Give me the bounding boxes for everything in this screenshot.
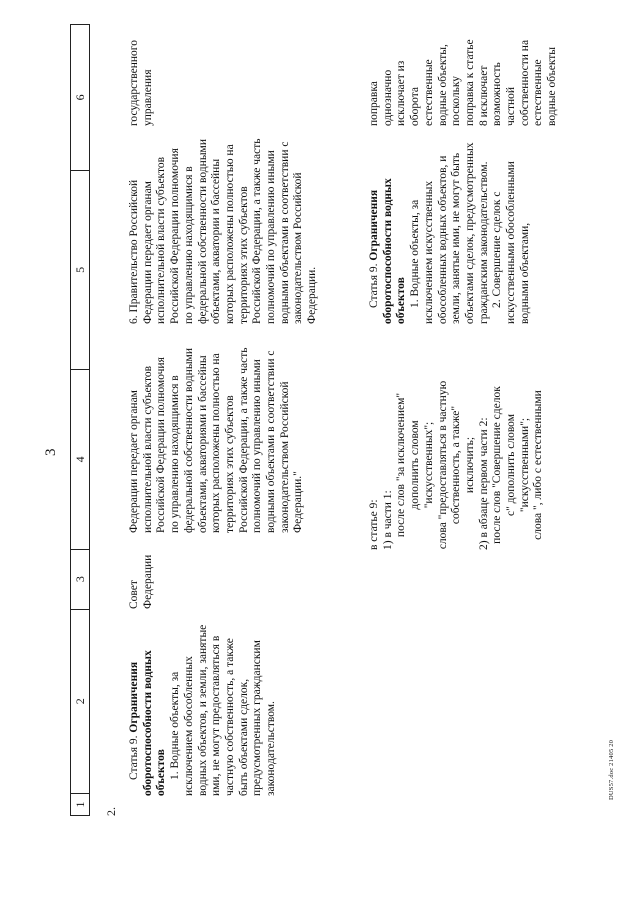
- col5-law-text-2: 2. Совершение сделок с искусственными обособленными водными объектами,: [491, 161, 531, 324]
- col6-continuation-text: государственного управления: [128, 40, 154, 126]
- col5-law-lead: Статья 9.: [368, 263, 380, 308]
- col4-amendment: [368, 380, 546, 550]
- col5-law-title: [368, 136, 409, 324]
- col4-line-6: слова ", либо с естественными: [532, 390, 545, 540]
- col5-continuation-text: 6. Правительство Российской Федерации передает органам исполнительной власти субъектов Российской Федерации полномочия по управлению находящимися в федеральной собственности водными объектами, акватории и бассейны которых расположены полностью на территориях этих субъектов Российской Федерации, а также часть полномочий по управлению иными водными объектами в соответствии с законодательством Российской Федерации.: [128, 138, 319, 324]
- header-col-3: 3: [71, 549, 89, 609]
- col4-line-0: в статье 9:: [368, 499, 380, 550]
- col2-article-lead: Статья 9.: [128, 735, 140, 780]
- col5-law-text-1: 1. Водные объекты, за исключением искусственных обособленных водных объектов, и земли, занятые ими, не могут быть объектами сделок, предусмотренных гражданским законодательством.: [409, 142, 490, 324]
- header-col-6: 6: [72, 94, 87, 101]
- col4-line-5: после слов "Совершение сделок с" дополнить словом "искусственными";: [491, 386, 531, 544]
- header-col-4: 4: [71, 369, 89, 549]
- header-col-5: 5: [71, 170, 89, 370]
- col6-comment-text: поправка однозначно исключает из оборота естественные водные объекты, поскольку поправка к статье 8 исключает возможность частной собственности на естественные водные объекты: [368, 39, 559, 126]
- col4-continuation: [128, 343, 306, 533]
- col5-law-bold: Ограничения оборотоспособности водных объектов: [368, 178, 408, 324]
- col3-initiator: [128, 554, 155, 609]
- col2-article-title: [128, 618, 169, 796]
- col4-line-3: слова "предоставляться в частную собственность, а также" исключить;: [436, 380, 476, 550]
- col3-initiator-text: Совет Федерации: [128, 554, 154, 609]
- col5-law: [368, 136, 532, 324]
- col6-comment: [368, 32, 560, 126]
- col4-line-4: 2) в абзаце первом части 2:: [477, 417, 490, 550]
- col4-line-2: после слов "за исключением" дополнить словом "искусственных";: [395, 392, 435, 538]
- col4-line-1: 1) в части 1:: [381, 490, 394, 550]
- col2-article: [128, 618, 279, 796]
- col5-continuation: [128, 136, 320, 324]
- header-col-2: 2: [71, 609, 89, 794]
- table-header-row: [70, 24, 90, 816]
- page-number: 3: [43, 448, 59, 456]
- header-col-1: 1: [71, 793, 89, 815]
- col2-article-text: 1. Водные объекты, за исключением обособленных водных объектов, и земли, занятые ими, не могут предоставляться в частную собственность, а также быть объектами сделок, предусмотренных гражданским законодательством.: [169, 624, 278, 796]
- footer-code: DUS57.doc 21405 20: [608, 739, 615, 800]
- col4-continuation-text: Федерации передает органам исполнительной власти субъектов Российской Федерации полномочия по управлению находящимися в федеральной собственности водными объектами, акваториями и бассейны которых расположены полностью на территориях этих субъектов Российской Федерации, а также часть полномочий по управлению иными водными объектами в соответствии с законодательством Российской Федерации.": [128, 347, 305, 533]
- row-number: 2.: [104, 807, 118, 816]
- col2-article-bold: Ограничения оборотоспособности водных объектов: [128, 650, 168, 796]
- col6-continuation: [128, 32, 155, 126]
